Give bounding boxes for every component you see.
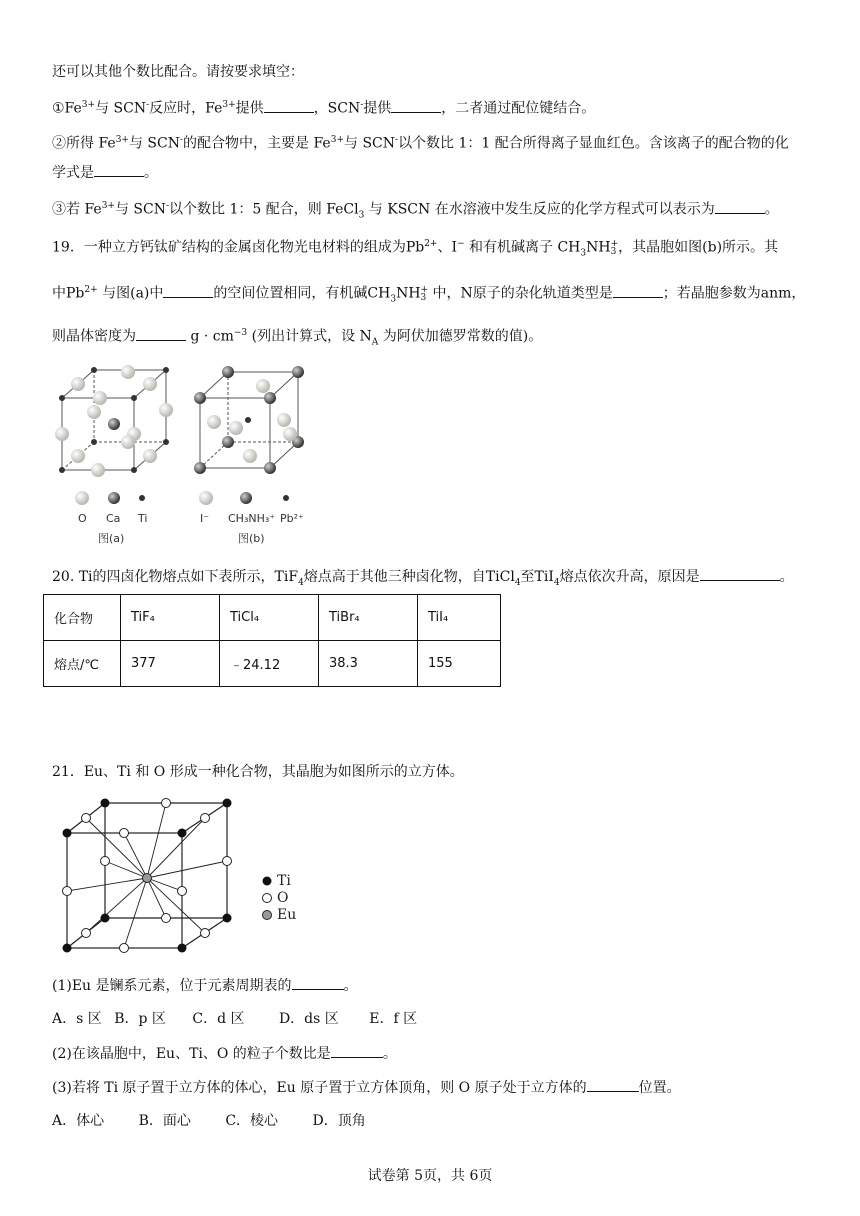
q21-subq1: (1)Eu 是镧系元素，位于元素周期表的 。 (52, 975, 358, 996)
eu-ti-o-crystal-figure (55, 793, 315, 958)
option-d[interactable]: D．ds 区 (278, 1011, 339, 1027)
q18-part3: ③若 $Fe^{3+}$与 SCN-以个数比 1：5 配合，则 FeCl$_3$ 与 KSCN 在水溶液中发生反应的化学方程式可以表示为 。 (52, 196, 779, 225)
table-cell: 熔点/℃ (44, 641, 121, 687)
table-cell: 155 (418, 641, 501, 687)
q21-options1 (52, 1009, 417, 1029)
table-cell: TiCl₄ (220, 595, 319, 641)
legend-lead: Pb²⁺ (280, 512, 304, 525)
table-cell: 377 (121, 641, 220, 687)
answer-blank[interactable] (587, 1077, 639, 1092)
page-footer: 试卷第 5页，共 6页 (367, 1168, 493, 1184)
legend-methylammonium: CH₃NH₃⁺ (228, 512, 276, 525)
caption-a: 图(a) (98, 532, 125, 545)
answer-blank[interactable] (700, 566, 780, 581)
answer-blank[interactable] (94, 162, 144, 177)
option-a[interactable]: A．s 区 (52, 1011, 102, 1027)
q18-part2-cont: 学式是 。 (52, 162, 158, 183)
option-a[interactable]: A．体心 (52, 1113, 105, 1129)
answer-blank[interactable] (715, 199, 765, 214)
answer-blank[interactable] (613, 283, 663, 298)
perovskite-figures (50, 358, 340, 553)
legend-ti: Ti (138, 512, 148, 525)
table-header-row (44, 595, 501, 641)
answer-blank[interactable] (331, 1043, 383, 1058)
answer-blank[interactable] (391, 98, 441, 113)
table-cell: 化合物 (44, 595, 121, 641)
table-cell: TiF₄ (121, 595, 220, 641)
table-cell: TiBr₄ (319, 595, 418, 641)
q21-intro: 21．Eu、Ti 和 O 形成一种化合物，其晶胞为如图所示的立方体。 (52, 764, 464, 780)
table-row (44, 641, 501, 687)
q20-text: 20. Ti的四卤化物熔点如下表所示，TiF$_4$熔点高于其他三种卤化物，自TiCl$_4$至TiI$_4$熔点依次升高，原因是 。 (52, 566, 794, 593)
legend-o: O (78, 512, 87, 525)
table-cell: ﹣24.12 (220, 641, 319, 687)
option-c[interactable]: C．棱心 (225, 1113, 279, 1129)
answer-blank[interactable] (163, 283, 213, 298)
answer-blank[interactable] (264, 98, 314, 113)
option-e[interactable]: E．f 区 (369, 1011, 418, 1027)
q18-intro: 还可以其他个数比配合。请按要求填空： (52, 64, 304, 80)
option-c[interactable]: C．d 区 (192, 1011, 245, 1027)
legend-eu: Eu (277, 907, 297, 923)
answer-blank[interactable] (136, 326, 186, 341)
legend-iodide: I⁻ (200, 512, 210, 525)
option-b[interactable]: B．面心 (138, 1113, 191, 1129)
option-d[interactable]: D．顶角 (312, 1113, 366, 1129)
q21-options3 (52, 1111, 366, 1131)
q18-part1: $①Fe^{3+}$与 SCN-反应时，$Fe^{3+}$提供 ，SCN-提供 ，二者通过配位键结合。 (52, 95, 595, 119)
table-cell: 38.3 (319, 641, 418, 687)
melting-point-table (43, 594, 501, 687)
table-cell: TiI₄ (418, 595, 501, 641)
q19-line1: 19．一种立方钙钛矿结构的金属卤化物光电材料的组成为$Pb^{2+}$、I− 和有机碱离子 $CH_3NH$ + 3 ，其晶胞如图(b)所示。其 (52, 238, 779, 259)
answer-blank[interactable] (292, 975, 344, 990)
caption-b: 图(b) (238, 532, 265, 545)
legend-o: O (277, 890, 289, 906)
q19-line3: 则晶体密度为 $g \cdot cm^{-3}$ (列出计算式，设 $N_A$ 为阿伏加德罗常数的值)。 (52, 323, 542, 352)
q19-line2: 中$Pb^{2+}$ 与图(a)中 的空间位置相同，有机碱$CH_3NH$ + 3 中，N原子的杂化轨道类型是 ；若晶胞参数为anm， (52, 284, 806, 305)
q21-subq2: (2)在该晶胞中，Eu、Ti、O 的粒子个数比是 。 (52, 1043, 397, 1064)
q18-part2: ②所得 $Fe^{3+}$与 SCN-的配合物中，主要是 $Fe^{3+}$与 SCN-以个数比 1：1 配合所得离子显血红色。含该离子的配合物的化 (52, 135, 789, 152)
atoms-a (55, 365, 173, 477)
legend-ca: Ca (106, 512, 121, 525)
q21-subq3: (3)若将 Ti 原子置于立方体的体心，Eu 原子置于立方体顶角，则 O 原子处于立方体的 位置。 (52, 1077, 681, 1098)
option-b[interactable]: B．p 区 (114, 1011, 166, 1027)
legend-ti: Ti (277, 873, 291, 889)
